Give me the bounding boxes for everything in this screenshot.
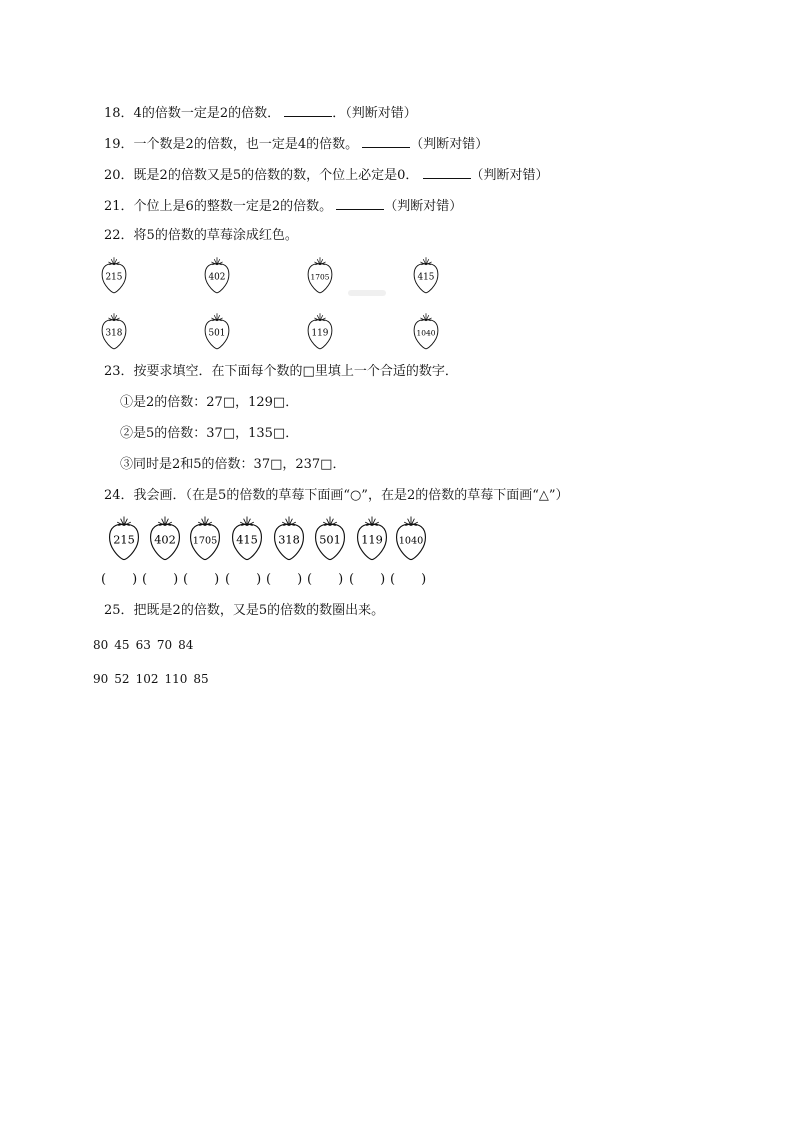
number-item[interactable]: 102	[135, 672, 159, 686]
answer-paren-318[interactable]: ( )	[266, 572, 303, 587]
strawberry-icon[interactable]	[188, 515, 222, 561]
number-item[interactable]: 110	[164, 672, 188, 686]
answer-blank-21[interactable]	[336, 197, 384, 210]
question-20-text: 20．既是2的倍数又是5的倍数的数，个位上必定是0．	[104, 168, 419, 183]
strawberry-number: 119	[311, 328, 329, 339]
strawberry-number: 501	[319, 532, 341, 547]
strawberry-number: 1040	[398, 535, 424, 547]
strawberry-icon[interactable]	[203, 256, 231, 294]
strawberry-icon[interactable]	[394, 515, 428, 561]
strawberry-415[interactable]	[412, 256, 440, 294]
strawberry-501[interactable]	[203, 312, 231, 350]
question-22	[104, 228, 298, 244]
strawberry-1705[interactable]	[188, 515, 222, 561]
answer-paren-402[interactable]: ( )	[142, 572, 179, 587]
strawberry-icon[interactable]	[355, 515, 389, 561]
question-24	[104, 488, 569, 504]
number-item[interactable]: 52	[114, 672, 130, 686]
strawberry-icon[interactable]	[100, 256, 128, 294]
strawberry-119[interactable]	[355, 515, 389, 561]
question-23-part-2: ②是5的倍数：37□，135□．	[120, 426, 299, 441]
question-19-tail: （判断对错）	[410, 137, 489, 152]
answer-paren-1705[interactable]: ( )	[183, 572, 220, 587]
question-21-tail: （判断对错）	[384, 199, 463, 214]
question-20-tail: （判断对错）	[470, 168, 549, 183]
number-row-1	[93, 637, 199, 653]
strawberry-number: 1705	[192, 535, 218, 547]
number-item[interactable]: 90	[93, 672, 109, 686]
question-23-part-3: ③同时是2和5的倍数：37□，237□．	[120, 457, 346, 472]
strawberry-number: 119	[361, 532, 383, 547]
strawberry-number: 415	[236, 532, 258, 547]
strawberry-icon[interactable]	[412, 256, 440, 294]
strawberry-415[interactable]	[230, 515, 264, 561]
strawberry-number: 501	[208, 328, 226, 339]
answer-blank-19[interactable]	[362, 135, 410, 148]
strawberry-1705[interactable]	[306, 256, 334, 294]
answer-paren-215[interactable]: ( )	[101, 572, 138, 587]
number-item[interactable]: 85	[193, 672, 209, 686]
strawberry-number: 415	[417, 272, 435, 283]
strawberry-icon[interactable]	[107, 515, 141, 561]
number-item[interactable]: 63	[135, 638, 151, 652]
strawberry-215[interactable]	[107, 515, 141, 561]
question-24-text: 24．我会画．（在是5的倍数的草莓下面画“○”，在是2的倍数的草莓下面画“△”）	[104, 488, 569, 503]
answer-paren-501[interactable]: ( )	[307, 572, 344, 587]
strawberry-icon[interactable]	[313, 515, 347, 561]
number-item[interactable]: 80	[93, 638, 109, 652]
strawberry-number: 1705	[310, 272, 330, 282]
strawberry-number: 318	[105, 328, 123, 339]
strawberry-1040[interactable]	[394, 515, 428, 561]
strawberry-number: 402	[208, 272, 226, 283]
strawberry-318[interactable]	[272, 515, 306, 561]
answer-paren-415[interactable]: ( )	[225, 572, 262, 587]
strawberry-1040[interactable]	[412, 312, 440, 350]
strawberry-402[interactable]	[148, 515, 182, 561]
question-25-text: 25．把既是2的倍数，又是5的倍数的数圈出来。	[104, 603, 385, 618]
number-row-2	[93, 671, 215, 687]
question-19-text: 19．一个数是2的倍数，也一定是4的倍数。	[104, 137, 359, 152]
number-item[interactable]: 70	[156, 638, 173, 652]
question-23	[104, 364, 458, 380]
strawberry-icon[interactable]	[203, 312, 231, 350]
strawberry-icon[interactable]	[272, 515, 306, 561]
number-item[interactable]: 84	[178, 638, 194, 652]
strawberry-icon[interactable]	[148, 515, 182, 561]
question-19	[104, 135, 488, 153]
strawberry-119[interactable]	[306, 312, 334, 350]
strawberry-number: 402	[154, 532, 176, 547]
strawberry-215[interactable]	[100, 256, 128, 294]
question-18-text: 18．4的倍数一定是2的倍数．	[104, 106, 281, 121]
answer-paren-1040[interactable]: ( )	[390, 572, 427, 587]
answer-blank-18[interactable]	[284, 104, 332, 117]
strawberry-number: 1040	[416, 328, 436, 338]
strawberry-number: 318	[278, 532, 300, 547]
strawberry-501[interactable]	[313, 515, 347, 561]
answer-blank-20[interactable]	[423, 166, 471, 179]
strawberry-number: 215	[105, 272, 123, 283]
strawberry-icon[interactable]	[230, 515, 264, 561]
question-23-text: 23．按要求填空．在下面每个数的□里填上一个合适的数字．	[104, 364, 458, 379]
question-23-part-1: ①是2的倍数：27□，129□．	[120, 395, 299, 410]
question-18	[104, 104, 417, 122]
question-22-text: 22．将5的倍数的草莓涂成红色。	[104, 228, 298, 243]
strawberry-icon[interactable]	[306, 312, 334, 350]
strawberry-number: 215	[113, 532, 135, 547]
question-21	[104, 197, 462, 215]
number-item[interactable]: 45	[114, 638, 130, 652]
question-20	[104, 166, 549, 184]
strawberry-318[interactable]	[100, 312, 128, 350]
question-21-text: 21．个位上是6的整数一定是2的倍数。	[104, 199, 333, 214]
strawberry-402[interactable]	[203, 256, 231, 294]
question-18-tail: ．（判断对错）	[332, 106, 417, 121]
strawberry-icon[interactable]	[306, 256, 334, 294]
answer-paren-119[interactable]: ( )	[349, 572, 386, 587]
question-25	[104, 603, 384, 619]
faint-mark	[348, 290, 386, 296]
strawberry-icon[interactable]	[100, 312, 128, 350]
strawberry-icon[interactable]	[412, 312, 440, 350]
